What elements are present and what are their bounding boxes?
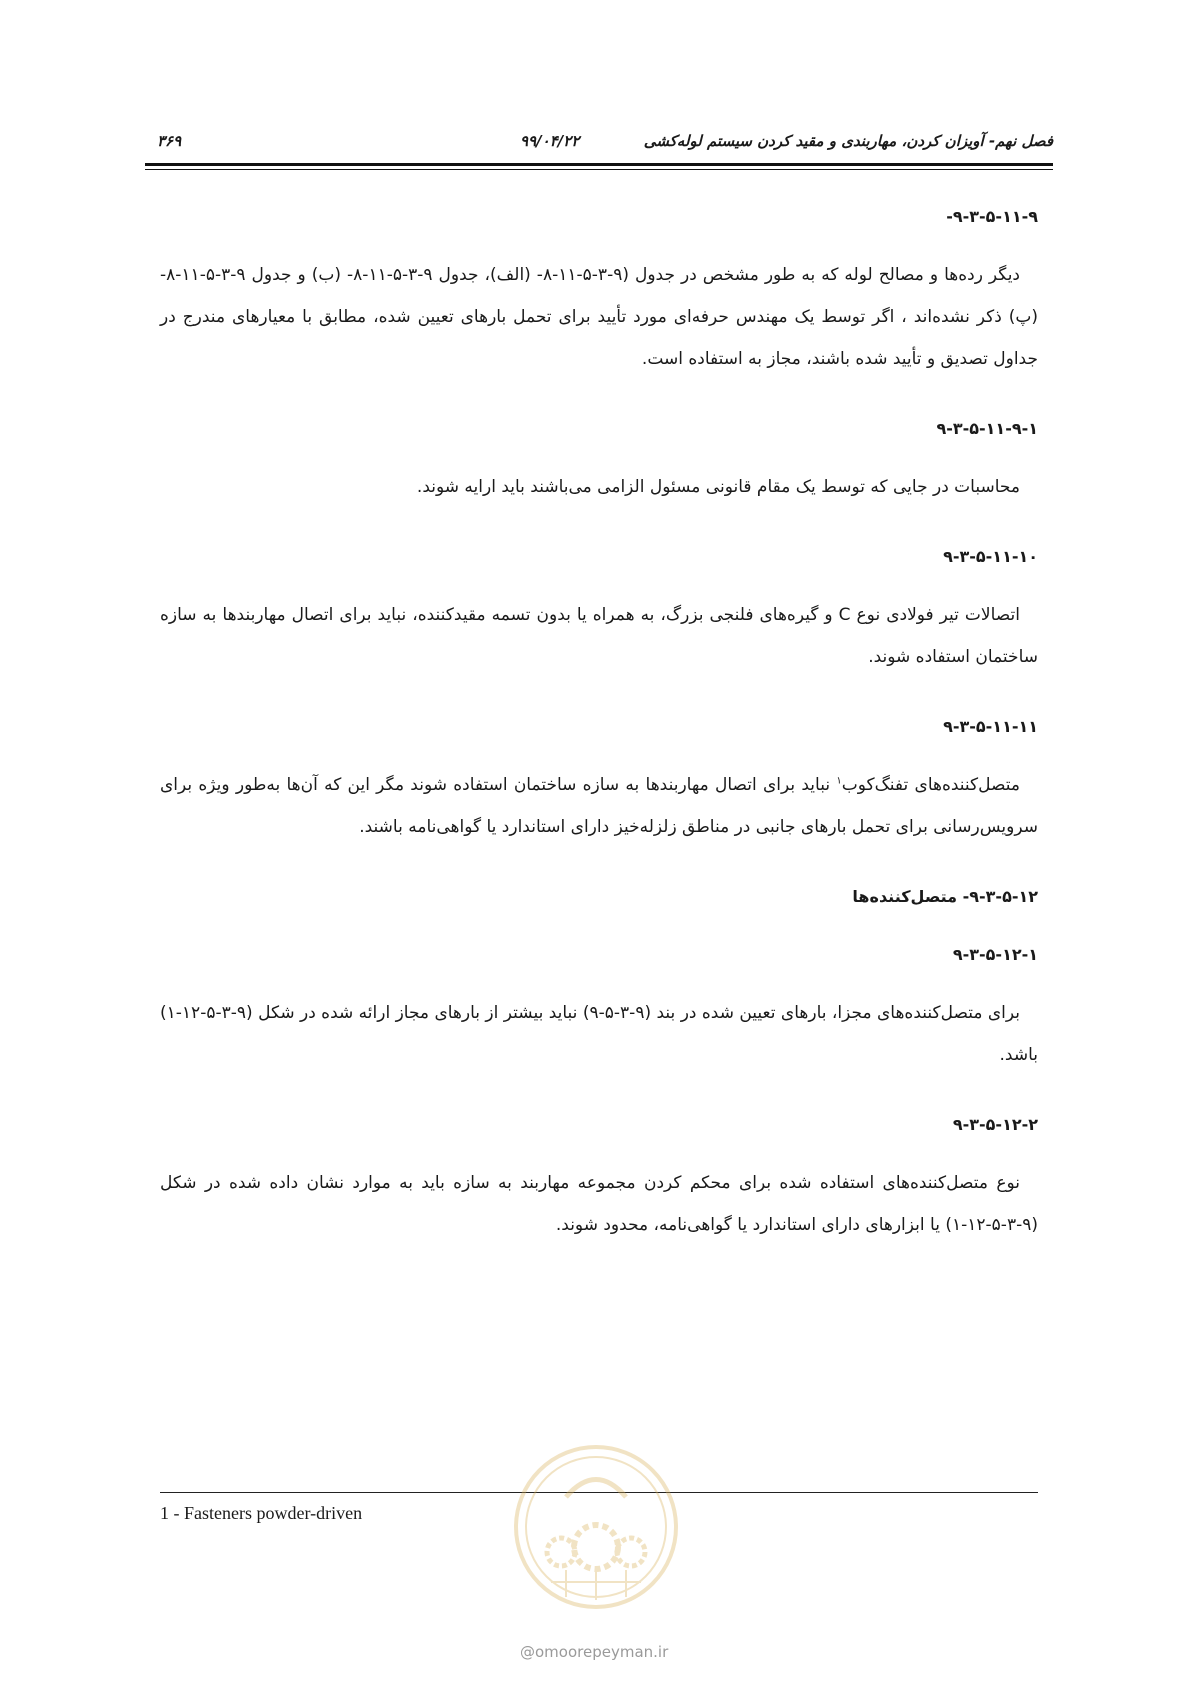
page-number: ۳۶۹ xyxy=(157,132,182,150)
section-paragraph: محاسبات در جایی که توسط یک مقام قانونی مسئول الزامی می‌باشند باید ارایه شوند. xyxy=(416,477,1020,497)
page-body xyxy=(160,196,1038,1274)
section-paragraph: اتصالات تیر فولادی نوع C و گیره‌های فلنجی بزرگ، به همراه یا بدون تسمه مقیدکننده، نباید برای اتصال مهاربندها به سازه ساختمان استفاده شوند. xyxy=(160,605,1038,667)
section-heading: ۹-۳-۵-۱۱-۹-۱ xyxy=(936,419,1038,438)
header-rule-thick xyxy=(145,163,1053,166)
paragraph-text: متصل‌کننده‌های تفنگ‌کوب xyxy=(841,775,1020,795)
section-heading: ۹-۳-۵-۱۱-۱۰ xyxy=(943,547,1038,566)
page-header xyxy=(145,126,1053,156)
section-heading: ۹-۳-۵-۱۱-۱۱ xyxy=(943,717,1038,736)
section-heading: ۹-۳-۵-۱۲-۲ xyxy=(952,1115,1038,1134)
section-heading: ۹-۳-۵-۱۲-۱ xyxy=(952,945,1038,964)
chapter-title: فصل نهم- آویزان کردن، مهاربندی و مقید کردن سیستم لوله‌کشی xyxy=(643,132,1053,150)
footnote-marker: ۱ xyxy=(836,775,842,787)
section-paragraph: برای متصل‌کننده‌های مجزا، بارهای تعیین شده در بند (۹-۳-۵-۹) نباید بیشتر از بارهای مجاز ارائه شده در شکل (۹-۳-۵-۱۲-۱) باشد. xyxy=(160,1003,1038,1065)
section-heading: ۹-۳-۵-۱۱-۹- xyxy=(946,207,1038,226)
watermark-seal xyxy=(511,1442,681,1612)
header-date: ۹۹/۰۴/۲۲ xyxy=(520,132,580,150)
section-paragraph: نوع متصل‌کننده‌های استفاده شده برای محکم کردن مجموعه مهاربند به سازه باید به موارد نشان داده شده در شکل (۹-۳-۵-۱۲-۱) یا ابزارهای دارای استاندارد یا گواهی‌نامه، محدود شوند. xyxy=(160,1173,1038,1235)
section-paragraph: دیگر رده‌ها و مصالح لوله که به طور مشخص در جدول (۹-۳-۵-۱۱-۸- (الف)، جدول ۹-۳-۵-۱۱-۸- (ب) و جدول ۹-۳-۵-۱۱-۸- (پ) ذکر نشده‌اند ، اگر توسط یک مهندس حرفه‌ای مورد تأیید برای تحمل بارهای تعیین شده، مطابق با معیارهای مندرج در جداول تصدیق و تأیید شده باشند، مجاز به استفاده است. xyxy=(160,265,1038,369)
watermark-site: @omoorepeyman.ir xyxy=(520,1643,669,1661)
section-heading: ۹-۳-۵-۱۲- متصل‌کننده‌ها xyxy=(852,887,1038,906)
header-rule-thin xyxy=(145,169,1053,170)
paragraph-text: نباید برای اتصال مهاربندها به سازه ساختمان استفاده شوند مگر این که آن‌ها به‌طور ویژه برای سرویس‌رسانی برای تحمل بارهای جانبی در مناطق زلزله‌خیز دارای استاندارد یا گواهی‌نامه باشند. xyxy=(160,775,1038,837)
section-paragraph xyxy=(160,764,1038,848)
footnote: 1 - Fasteners powder-driven xyxy=(160,1503,363,1523)
